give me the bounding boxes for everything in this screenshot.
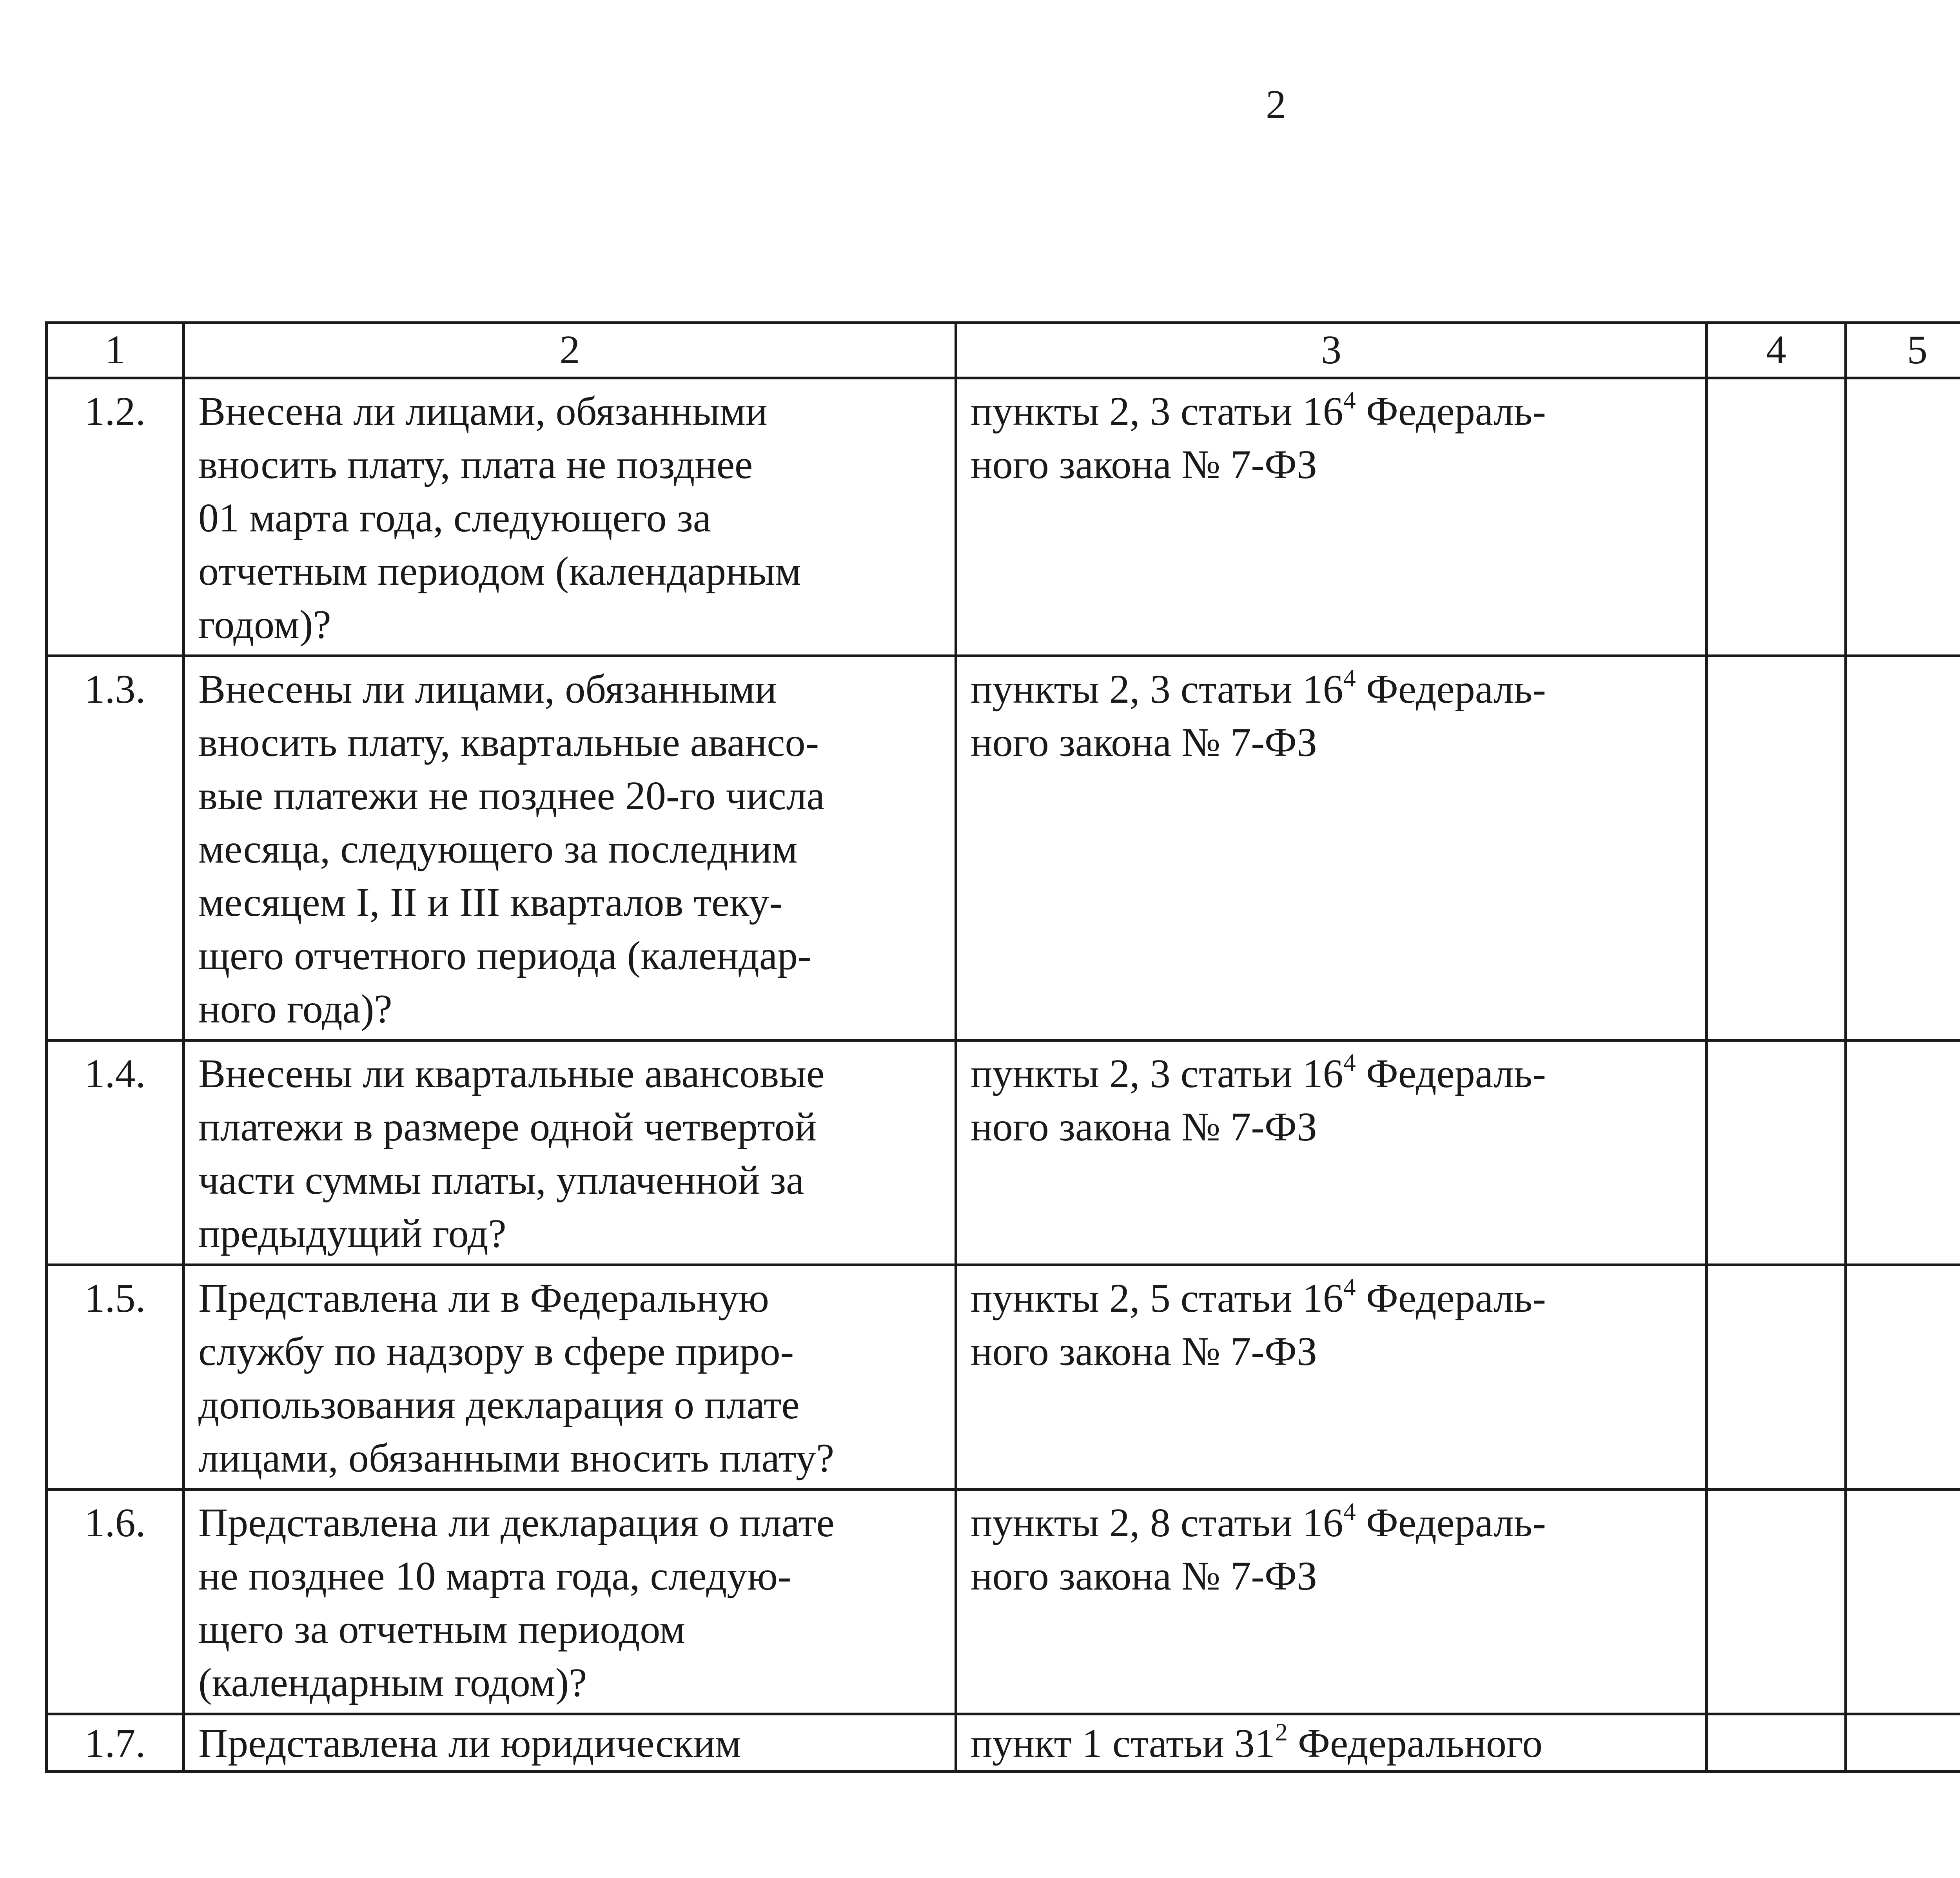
table-row (47, 1041, 1960, 1265)
question-text: Представлена ли декларация о плате не позднее 10 марта года, следую- щего за отчетным периодом (календарным годом)? (184, 1490, 956, 1714)
legal-basis-text: пункты 2, 3 статьи 16 (971, 389, 1343, 434)
answer-cell-yes (1707, 1714, 1846, 1772)
legal-basis (956, 1265, 1707, 1490)
answer-cell-no (1846, 378, 1960, 656)
table-row (47, 656, 1960, 1041)
row-number: 1.3. (47, 656, 184, 1041)
legal-basis-superscript: 4 (1343, 1497, 1356, 1526)
legal-basis (956, 656, 1707, 1041)
header-col-5: 5 (1846, 323, 1960, 378)
answer-cell-no (1846, 1041, 1960, 1265)
legal-basis-text-cont: Федераль- ного закона № 7-ФЗ (971, 1276, 1546, 1374)
legal-basis-text: пункты 2, 3 статьи 16 (971, 667, 1343, 712)
question-text: Внесены ли лицами, обязанными вносить плату, квартальные авансо- вые платежи не позднее 20-го числа месяца, следующего за последним месяцем I, II и III кварталов теку- щего отчетного периода (календар- ного года)? (184, 656, 956, 1041)
answer-cell-yes (1707, 656, 1846, 1041)
answer-cell-no (1846, 1714, 1960, 1772)
row-number: 1.4. (47, 1041, 184, 1265)
header-col-4: 4 (1707, 323, 1846, 378)
legal-basis (956, 1041, 1707, 1265)
legal-basis-text: пункты 2, 8 статьи 16 (971, 1500, 1343, 1545)
legal-basis (956, 1714, 1707, 1772)
row-number: 1.2. (47, 378, 184, 656)
legal-basis (956, 378, 1707, 656)
header-col-1: 1 (47, 323, 184, 378)
legal-basis-superscript: 4 (1343, 1048, 1356, 1077)
answer-cell-no (1846, 1490, 1960, 1714)
table-row (47, 1490, 1960, 1714)
legal-basis-text-cont: Федераль- ного закона № 7-ФЗ (971, 1500, 1546, 1599)
checklist-table (45, 321, 1960, 1773)
header-col-3: 3 (956, 323, 1707, 378)
question-text: Представлена ли юридическим (184, 1714, 956, 1772)
table-row (47, 1265, 1960, 1490)
legal-basis-text: пункт 1 статьи 31 (971, 1721, 1275, 1766)
legal-basis-text-cont: Федераль- ного закона № 7-ФЗ (971, 667, 1546, 765)
answer-cell-no (1846, 1265, 1960, 1490)
question-text: Представлена ли в Федеральную службу по надзору в сфере приро- допользования декларация о плате лицами, обязанными вносить плату? (184, 1265, 956, 1490)
question-text: Внесена ли лицами, обязанными вносить плату, плата не позднее 01 марта года, следующего за отчетным периодом (календарным годом)? (184, 378, 956, 656)
page-number: 2 (1266, 82, 1286, 127)
legal-basis-text: пункты 2, 3 статьи 16 (971, 1051, 1343, 1096)
header-col-2: 2 (184, 323, 956, 378)
answer-cell-yes (1707, 378, 1846, 656)
legal-basis-superscript: 4 (1343, 386, 1356, 414)
question-text: Внесены ли квартальные авансовые платежи в размере одной четвертой части суммы платы, уплаченной за предыдущий год? (184, 1041, 956, 1265)
row-number: 1.7. (47, 1714, 184, 1772)
answer-cell-yes (1707, 1265, 1846, 1490)
row-number: 1.6. (47, 1490, 184, 1714)
header-row (47, 323, 1960, 378)
legal-basis-text-cont: Федераль- ного закона № 7-ФЗ (971, 1051, 1546, 1149)
row-number: 1.5. (47, 1265, 184, 1490)
legal-basis-superscript: 2 (1275, 1718, 1288, 1746)
answer-cell-yes (1707, 1041, 1846, 1265)
answer-cell-yes (1707, 1490, 1846, 1714)
answer-cell-no (1846, 656, 1960, 1041)
legal-basis-text: пункты 2, 5 статьи 16 (971, 1276, 1343, 1321)
legal-basis-superscript: 4 (1343, 664, 1356, 692)
legal-basis-superscript: 4 (1343, 1273, 1356, 1301)
table-row (47, 378, 1960, 656)
legal-basis-text-cont: Федерального (1287, 1721, 1543, 1766)
legal-basis (956, 1490, 1707, 1714)
legal-basis-text-cont: Федераль- ного закона № 7-ФЗ (971, 389, 1546, 487)
table-row (47, 1714, 1960, 1772)
